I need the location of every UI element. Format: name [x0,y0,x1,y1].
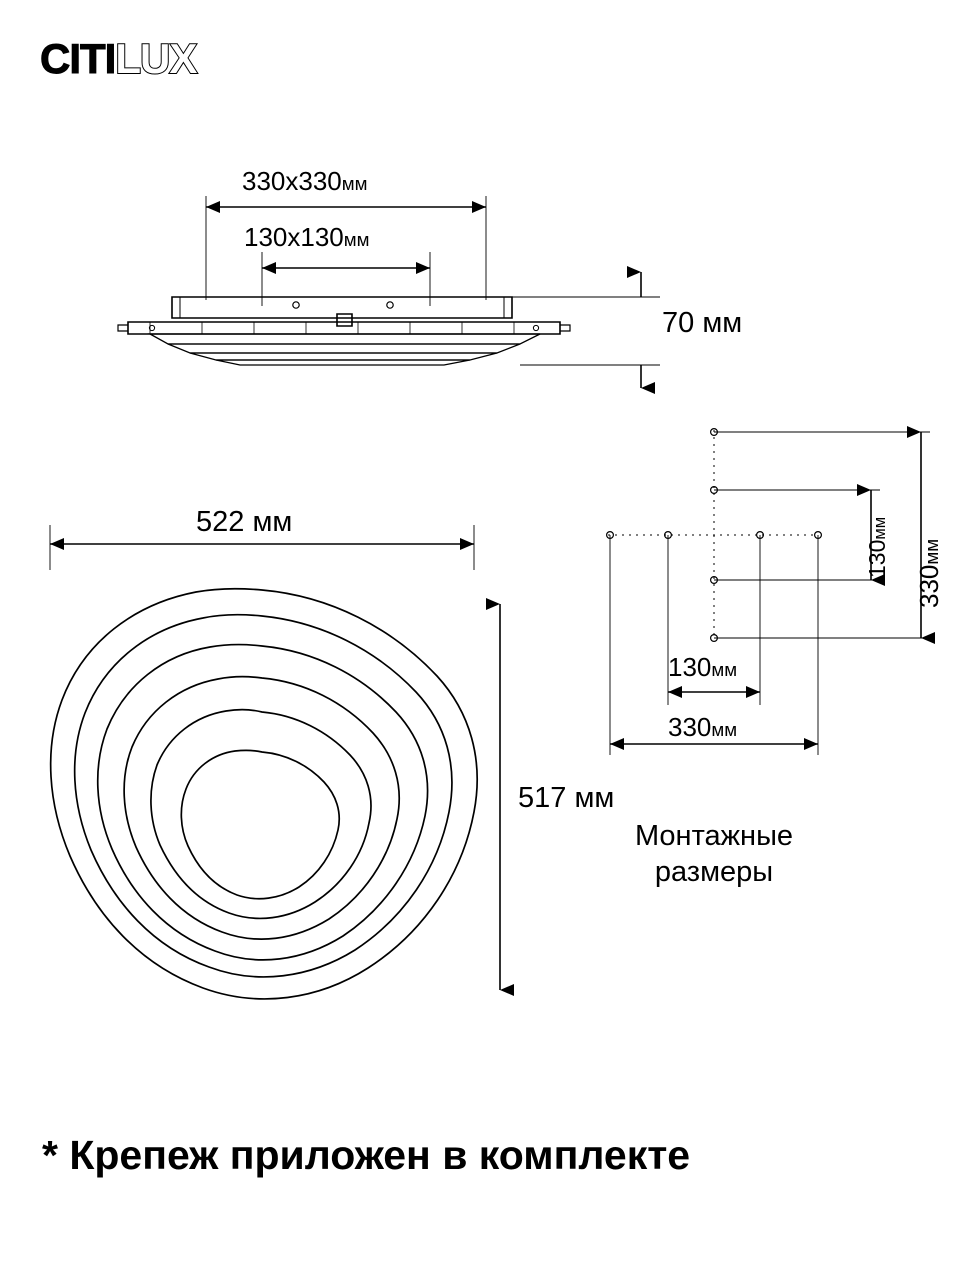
label-inner-width: 130x130мм [244,222,370,252]
label-top-height: 517 мм [518,782,615,814]
footnote-text: * Крепеж приложен в комплекте [42,1132,691,1178]
logo-text-lux: LUX [115,35,197,82]
mounting-caption-line1: Монтажные [634,820,794,852]
label-outer-width: 330x330мм [242,166,368,196]
citilux-logo [40,35,197,82]
label-mounting-horizontal-outer: 330мм [668,712,738,742]
label-lamp-height: 70 мм [662,307,743,339]
mounting-pattern [607,429,930,755]
label-mounting-vertical-outer: 330мм [914,538,944,608]
mounting-caption [554,818,874,891]
side-view-lamp [118,297,570,365]
top-view-lamp [51,589,478,999]
label-mounting-vertical-inner: 130мм [864,516,890,578]
mounting-caption-line2: размеры [654,856,774,889]
label-mounting-horizontal-inner: 130мм [668,652,738,682]
label-top-width: 522 мм [196,506,293,538]
logo-text-citi: CITI [40,35,116,82]
